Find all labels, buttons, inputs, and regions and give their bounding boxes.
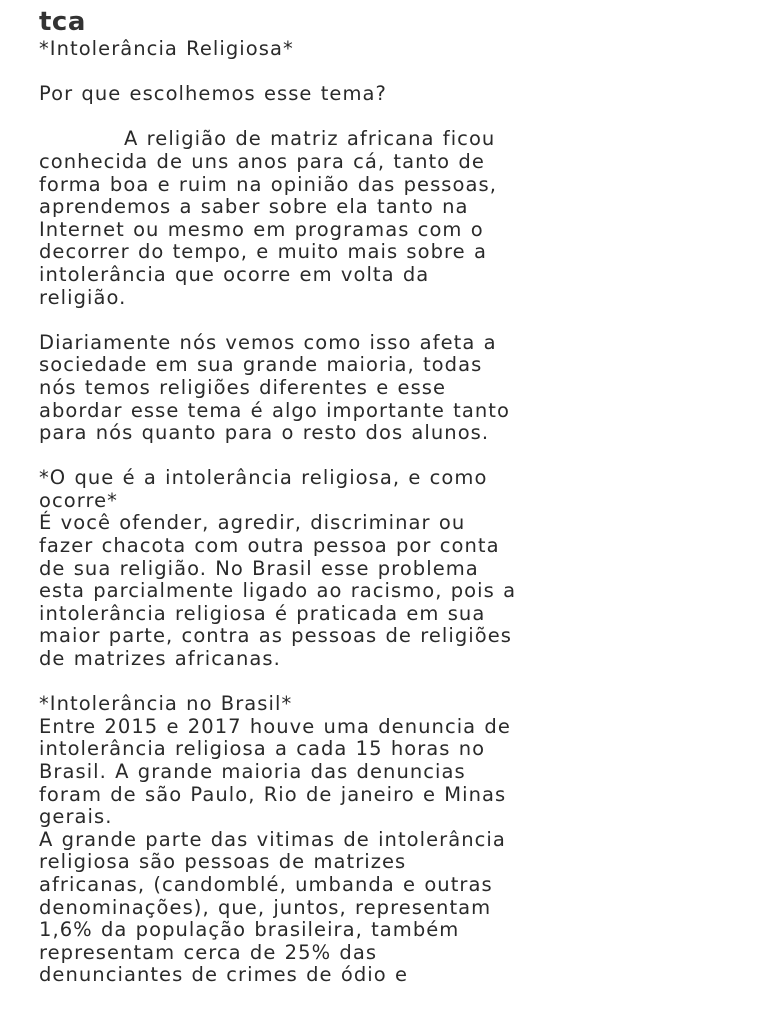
blank-line: [39, 61, 751, 84]
paragraph1-line: Internet ou mesmo em programas com o: [39, 217, 484, 241]
paragraph2-line: sociedade em sua grande maioria, todas: [39, 353, 483, 377]
blank-line: [39, 445, 751, 468]
paragraph2-line: abordar esse tema é algo importante tanto: [39, 398, 510, 422]
paragraph1-line: A religião de matriz africana ficou: [124, 127, 496, 151]
section2-body-line: Brasil. A grande maioria das denuncias: [39, 760, 466, 783]
question-line: Por que escolhemos esse tema?: [39, 82, 387, 106]
note-title: tca: [39, 7, 86, 37]
paragraph1-line: intolerância que ocorre em volta da: [39, 262, 430, 286]
section1-heading-line: *O que é a intolerância religiosa, e como: [39, 466, 488, 490]
note-body[interactable]: [39, 38, 751, 987]
section1-body-line: É você ofender, agredir, discriminar ou: [39, 511, 466, 535]
section1-heading-line: ocorre*: [39, 488, 118, 512]
section1-body-line: esta parcialmente ligado ao racismo, pois a: [39, 579, 517, 603]
blank-line: [39, 106, 751, 129]
document-heading: *Intolerância Religiosa*: [39, 37, 294, 60]
section2-body-line: Entre 2015 e 2017 houve uma denuncia de: [39, 714, 511, 738]
section2-body-line: 1,6% da população brasileira, também: [39, 918, 460, 942]
paragraph2-line: Diariamente nós vemos como isso afeta a: [39, 330, 497, 354]
paragraph1-line: conhecida de uns anos para cá, tanto de: [39, 149, 485, 173]
paragraph1-line: aprendemos a saber sobre ela tanto na: [39, 195, 469, 219]
paragraph2-line: para nós quanto para o resto dos alunos.: [39, 421, 490, 445]
section2-body-line: representam cerca de 25% das: [39, 940, 378, 964]
section2-body-line: gerais.: [39, 805, 113, 829]
blank-line: [39, 309, 751, 332]
blank-line: [39, 671, 751, 694]
paragraph1-line: religião.: [39, 285, 127, 309]
section1-body-line: maior parte, contra as pessoas de religiões: [39, 624, 512, 648]
section2-body-line: africanas, (candomblé, umbanda e outras: [39, 872, 493, 896]
paragraph1-line: forma boa e ruim na opinião das pessoas,: [39, 172, 497, 196]
section2-heading: *Intolerância no Brasil*: [39, 692, 293, 716]
paragraph1-line: decorrer do tempo, e muito mais sobre a: [39, 240, 487, 264]
section2-body-line: denunciantes de crimes de ódio e: [39, 963, 409, 987]
section1-body-line: intolerância religiosa é praticada em sua: [39, 601, 486, 625]
paragraph2-line: nós temos religiões diferentes e esse: [39, 375, 447, 399]
section2-body-line: religiosa são pessoas de matrizes: [39, 850, 407, 874]
section2-body-line: A grande parte das vitimas de intolerância: [39, 827, 506, 851]
section1-body-line: de matrizes africanas.: [39, 647, 281, 671]
section1-body-line: fazer chacota com outra pessoa por conta: [39, 534, 500, 558]
section1-body-line: de sua religião. No Brasil esse problema: [39, 556, 479, 580]
section2-body-line: intolerância religiosa a cada 15 horas no: [39, 737, 486, 761]
section2-body-line: foram de são Paulo, Rio de janeiro e Minas: [39, 782, 507, 806]
section2-body-line: denominações), que, juntos, representam: [39, 895, 492, 919]
